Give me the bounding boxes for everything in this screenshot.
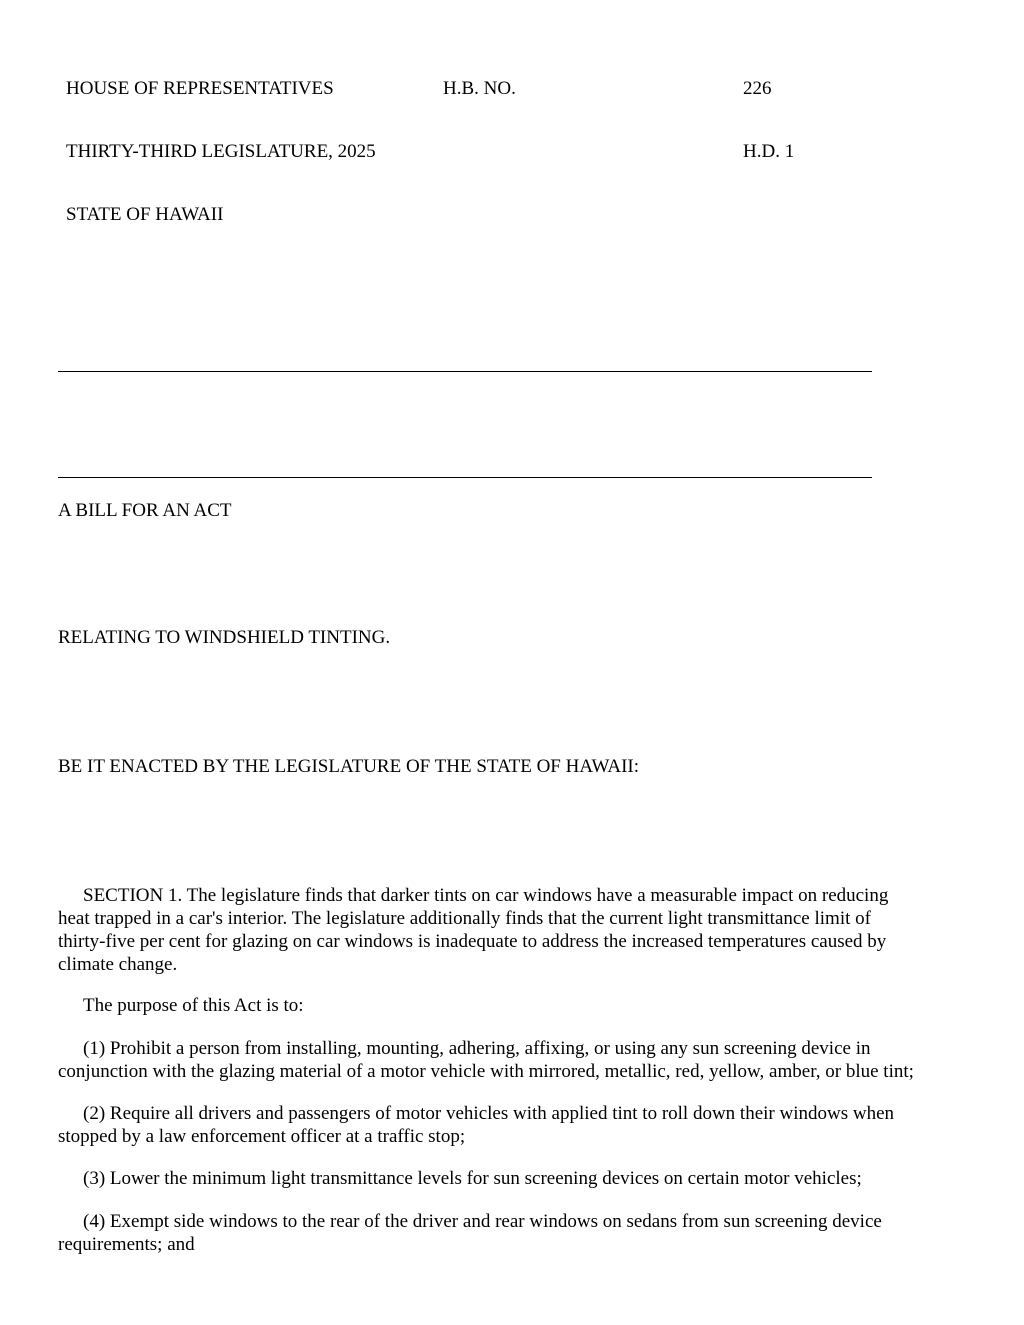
purpose-item-4	[58, 1210, 958, 1256]
purpose-item-2	[58, 1102, 958, 1148]
text-line: heat trapped in a car's interior. The legislature additionally finds that the current light transmittance limit of	[58, 908, 871, 929]
text-line: climate change.	[58, 954, 178, 975]
divider-top	[58, 371, 872, 372]
text-line: The purpose of this Act is to:	[83, 995, 304, 1016]
text-line: (3) Lower the minimum light transmittance levels for sun screening devices on certain motor vehicles;	[83, 1168, 862, 1189]
divider-bottom	[58, 477, 872, 478]
section-1-paragraph	[58, 884, 958, 976]
text-line: requirements; and	[58, 1234, 195, 1255]
purpose-intro	[58, 994, 958, 1017]
text-line: conjunction with the glazing material of a motor vehicle with mirrored, metallic, red, yellow, amber, or blue tint;	[58, 1061, 914, 1082]
legislature-label: THIRTY-THIRD LEGISLATURE, 2025	[66, 141, 376, 162]
text-line: (4) Exempt side windows to the rear of the driver and rear windows on sedans from sun screening device	[83, 1211, 882, 1232]
text-line: (2) Require all drivers and passengers of motor vehicles with applied tint to roll down their windows when	[83, 1103, 895, 1124]
text-line: stopped by a law enforcement officer at a traffic stop;	[58, 1126, 466, 1147]
text-line: (1) Prohibit a person from installing, mounting, adhering, affixing, or using any sun screening device in	[83, 1038, 871, 1059]
purpose-item-1	[58, 1037, 958, 1083]
enacting-clause: BE IT ENACTED BY THE LEGISLATURE OF THE STATE OF HAWAII:	[58, 756, 640, 777]
text-line: thirty-five per cent for glazing on car windows is inadequate to address the increased temperatures caused by	[58, 931, 887, 952]
draft-label: H.D. 1	[743, 141, 795, 162]
text-line: SECTION 1. The legislature finds that darker tints on car windows have a measurable impact on reducing	[83, 885, 889, 906]
state-label: STATE OF HAWAII	[66, 204, 224, 225]
chamber-label: HOUSE OF REPRESENTATIVES	[66, 78, 334, 99]
bill-number: 226	[743, 78, 772, 99]
relating-to-title: RELATING TO WINDSHIELD TINTING.	[58, 627, 391, 648]
bill-number-label: H.B. NO.	[443, 78, 516, 99]
bill-for-act-heading: A BILL FOR AN ACT	[58, 500, 232, 521]
purpose-item-3	[58, 1167, 958, 1190]
